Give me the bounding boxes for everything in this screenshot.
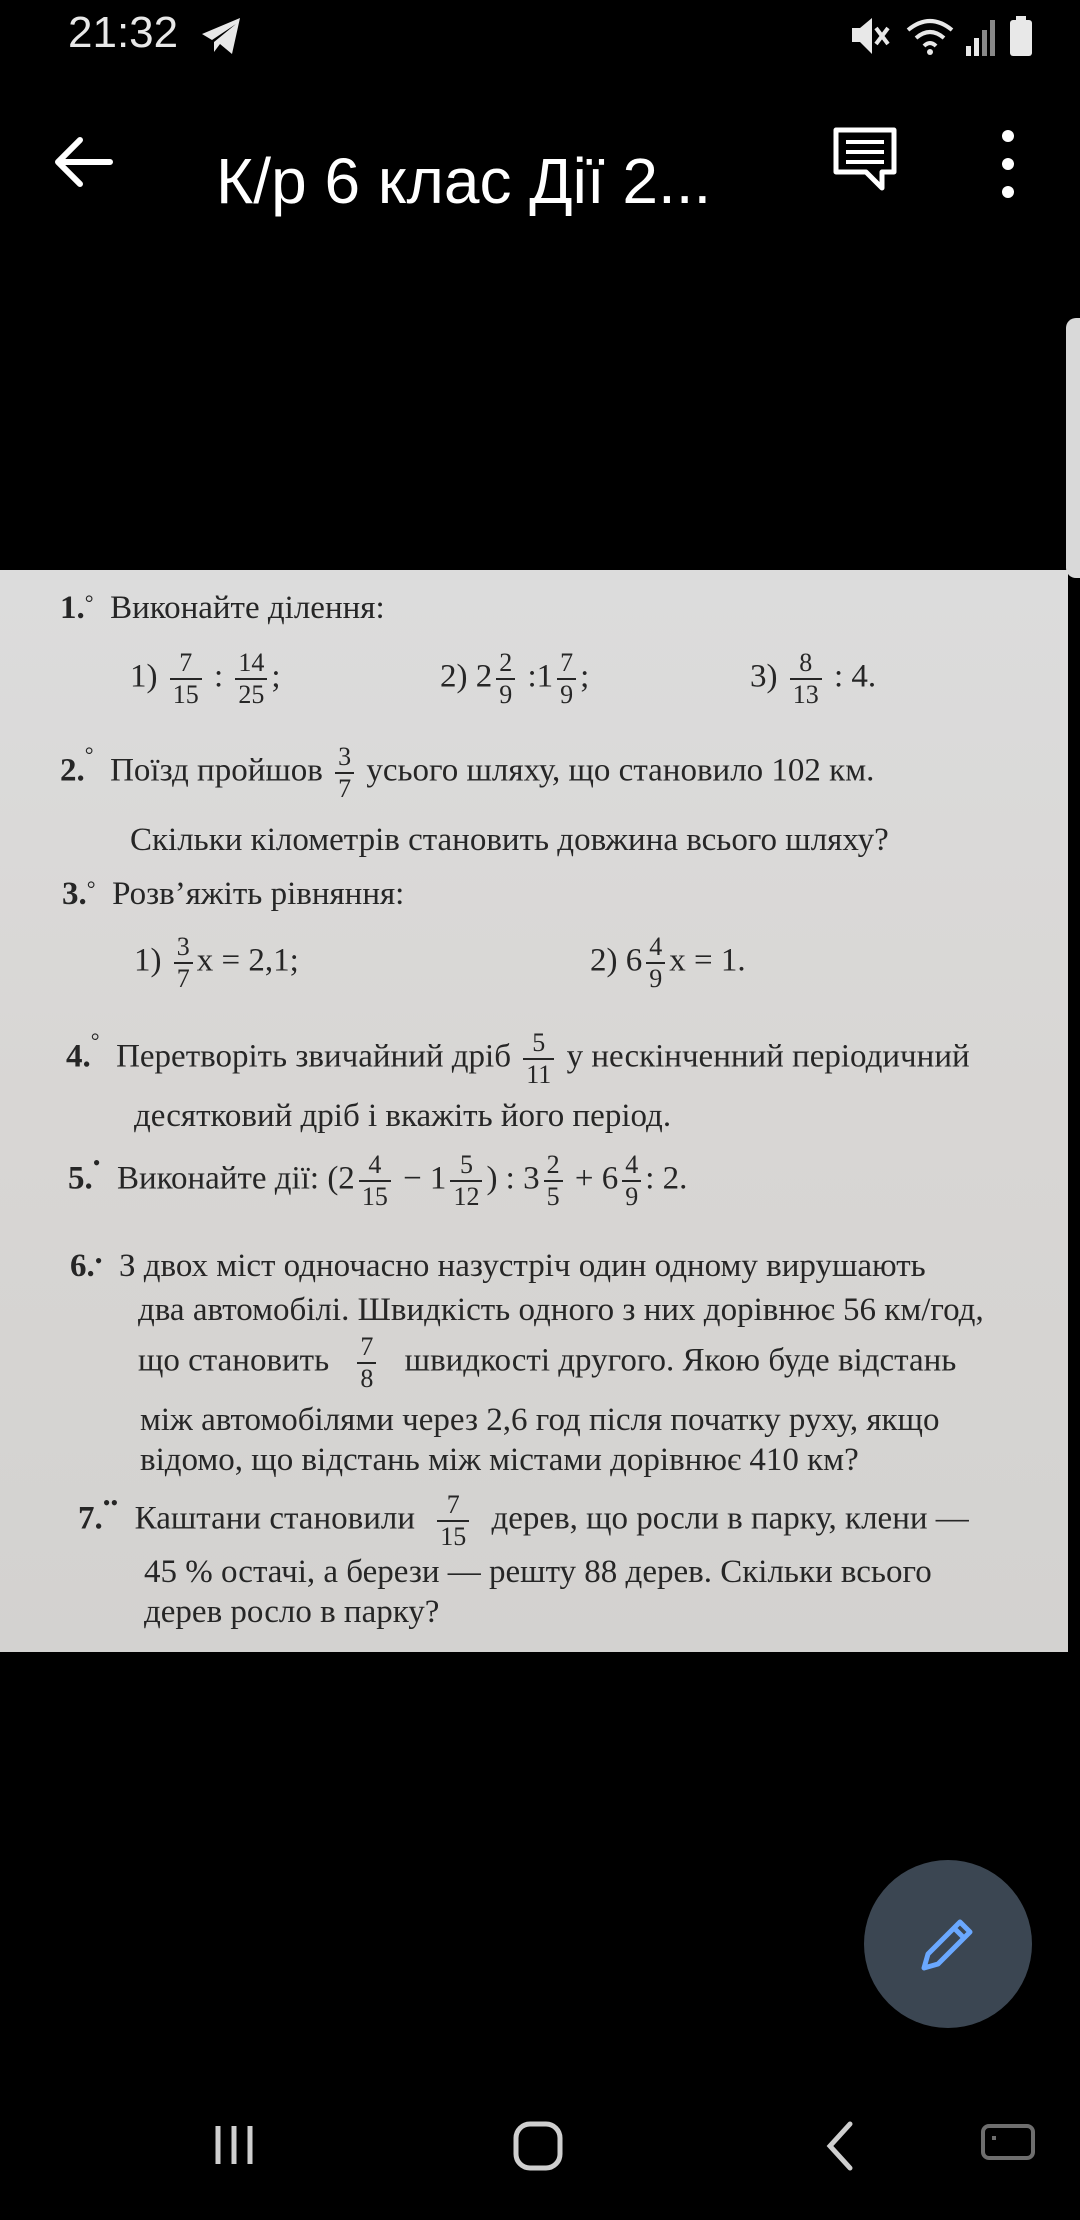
- task-3-part-2: 2) 6 $\frac{4}{9}$ x = 1.: [590, 932, 746, 993]
- home-icon[interactable]: [512, 2120, 564, 2172]
- task-6-line-4: між автомобілями через 2,6 год після початку руху, якщо: [140, 1402, 940, 1438]
- task-4-line-2: десятковий дріб і вкажіть його період.: [134, 1098, 672, 1134]
- task-1-part-1: 1) $\frac{7}{15}$ : $\frac{14}{25}$ ;: [130, 648, 281, 709]
- back-arrow-icon[interactable]: [52, 130, 116, 194]
- comment-icon[interactable]: [832, 126, 898, 192]
- status-time: 21:32: [68, 8, 179, 57]
- task-3-part-1: 1) $\frac{3}{7}$ x = 2,1;: [134, 932, 299, 993]
- task-7-line-3: дерев росло в парку?: [144, 1594, 440, 1630]
- edit-fab[interactable]: [864, 1860, 1032, 2028]
- edit-pencil-icon: [916, 1912, 980, 1976]
- task-5-line: 5.• Виконайте дії: (2 $\frac{4}{15}$ − 1 $\frac{5}{12}$ ) : 3 $\frac{2}{5}$ + 6 $\frac{4}{9}$ : 2.: [68, 1150, 688, 1211]
- status-icons: [840, 14, 1040, 58]
- task-7-line-2: 45 % остачі, а берези — решту 88 дерев. Скільки всього: [144, 1554, 932, 1590]
- more-vert-icon[interactable]: [984, 126, 1032, 202]
- task-1-part-3: 3) $\frac{8}{13}$ : 4.: [750, 648, 877, 709]
- signal-icon: [964, 14, 1000, 58]
- task-6-line-2: два автомобілі. Швидкість одного з них дорівнює 56 км/год,: [138, 1292, 984, 1328]
- document-title: К/р 6 клас Дії 2...: [216, 145, 712, 217]
- task-6-line-1: 6.• З двох міст одночасно назустріч один одному вирушають: [70, 1248, 926, 1284]
- navigation-bar: [0, 2090, 1080, 2220]
- back-icon[interactable]: [820, 2120, 860, 2172]
- status-bar: [0, 0, 1080, 80]
- recent-apps-icon[interactable]: [210, 2120, 260, 2170]
- mute-icon: [850, 14, 890, 58]
- task-1-part-2: 2) 2 $\frac{2}{9}$ :1 $\frac{7}{9}$ ;: [440, 648, 590, 709]
- task-3-header: 3.° Розв’яжіть рівняння:: [62, 876, 405, 912]
- battery-icon: [1008, 14, 1034, 58]
- task-6-line-5: відомо, що відстань між містами дорівнює 410 км?: [140, 1442, 859, 1478]
- task-1-header: 1.° Виконайте ділення:: [60, 590, 385, 626]
- keyboard-icon[interactable]: [980, 2120, 1036, 2164]
- wifi-icon: [904, 14, 956, 58]
- task-4-line-1: 4.° Перетворіть звичайний дріб $\frac{5}{11}$ у нескінченний періодичний: [66, 1028, 970, 1089]
- app-bar: [0, 80, 1080, 280]
- task-7-line-1: 7.•• Каштани становили $\frac{7}{15}$ дерев, що росли в парку, клени —: [78, 1490, 969, 1551]
- worksheet-photo: [0, 570, 1068, 1652]
- task-6-line-3: що становить $\frac{7}{8}$ швидкості другого. Якою буде відстань: [138, 1332, 957, 1393]
- task-2-line-2: Скільки кілометрів становить довжина всього шляху?: [130, 822, 889, 858]
- telegram-icon: [200, 16, 244, 56]
- task-2-line-1: 2.° Поїзд пройшов $\frac{3}{7}$ усього шляху, що становило 102 км.: [60, 742, 875, 803]
- scrollbar-thumb[interactable]: [1066, 318, 1080, 578]
